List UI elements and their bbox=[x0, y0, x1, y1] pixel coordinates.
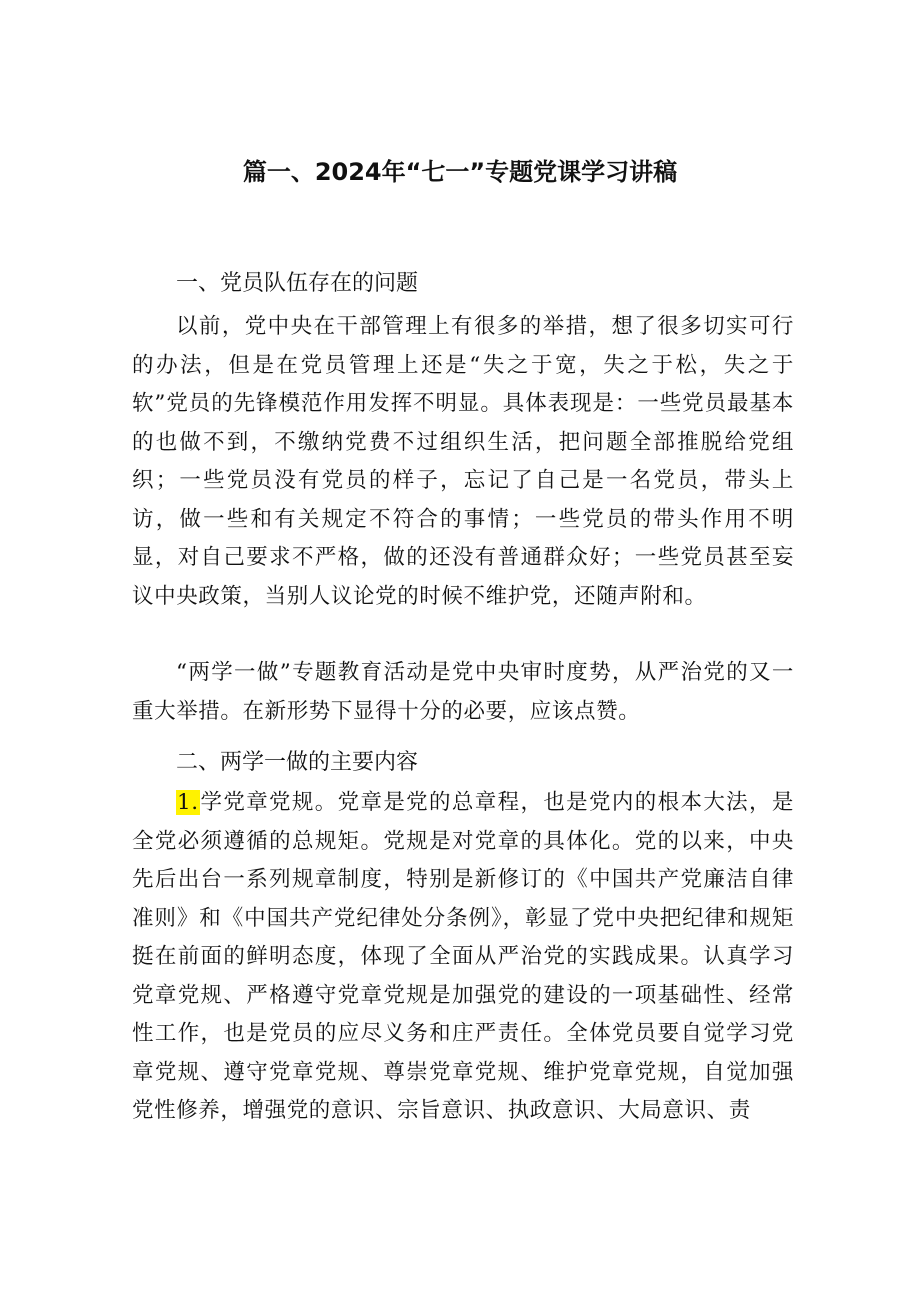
section-heading-2: 二、两学一做的主要内容 bbox=[176, 750, 419, 775]
section-heading-1: 一、党员队伍存在的问题 bbox=[176, 271, 419, 296]
paragraph-two-learn-one-do: “两学一做”专题教育活动是党中央审时度势，从严治党的又一重大举措。在新形势下显得十分的必要，应该点赞。 bbox=[132, 660, 794, 724]
item-1-text: 学党章党规。党章是党的总章程，也是党内的根本大法，是全党必须遵循的总规矩。党规是对党章的具体化。党的以来，中央先后出台一系列规章制度，特别是新修订的《中国共产党廉洁自律准则》和《中国共产党纪律处分条例》，彰显了党中央把纪律和规矩挺在前面的鲜明态度，体现了全面从严治党的实践成果。认真学习党章党规、严格遵守党章党规是加强党的建设的一项基础性、经常性工作，也是党员的应尽义务和庄严责任。全体党员要自觉学习党章党规、遵守党章党规、尊崇党章党规、维护党章党规，自觉加强党性修养，增强党的意识、宗旨意识、执政意识、大局意识、责 bbox=[132, 790, 794, 1123]
paragraph-problems: 以前，党中央在干部管理上有很多的举措，想了很多切实可行的办法，但是在党员管理上还是“失之于宽，失之于松，失之于软”党员的先锋模范作用发挥不明显。具体表现是：一些党员最基本的也做不到，不缴纳党费不过组织生活，把问题全部推脱给党组织；一些党员没有党员的样子，忘记了自己是一名党员，带头上访，做一些和有关规定不符合的事情；一些党员的带头作用不明显，对自己要求不严格，做的还没有普通群众好；一些党员甚至妄议中央政策，当别人议论党的时候不维护党，还随声附和。 bbox=[132, 314, 794, 609]
document-title: 篇一、2024年“七一”专题党课学习讲稿 bbox=[242, 158, 678, 186]
highlighted-list-number: 1. bbox=[177, 790, 199, 815]
paragraph-item-1 bbox=[132, 784, 794, 1131]
